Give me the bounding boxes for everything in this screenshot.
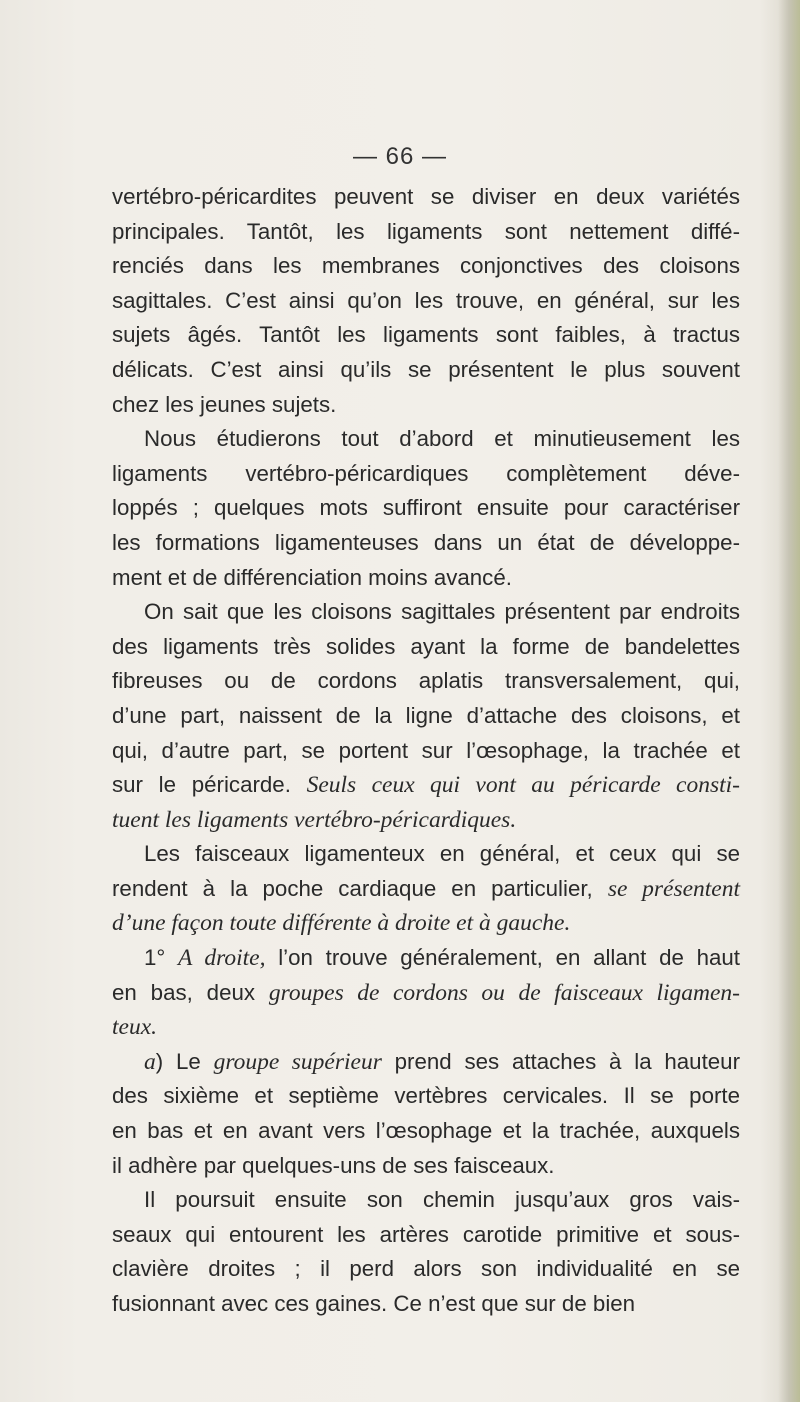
text-line xyxy=(112,906,740,941)
text-run: les formations ligamenteuses dans un état de développe- xyxy=(112,529,740,555)
text-run: ment et de différenciation moins avancé. xyxy=(112,564,512,590)
text-line xyxy=(112,215,740,250)
text-run: ) Le xyxy=(155,1048,214,1074)
text-run: délicats. C’est ainsi qu’ils se présentent le plus souvent xyxy=(112,356,740,382)
text-run: en bas, deux xyxy=(112,979,269,1005)
text-run: principales. Tantôt, les ligaments sont nettement diffé- xyxy=(112,218,740,244)
text-run: qui, d’autre part, se portent sur l’œsophage, la trachée et xyxy=(112,737,740,763)
text-line xyxy=(112,526,740,561)
text-line xyxy=(112,630,740,665)
italic-run: teux. xyxy=(112,1014,158,1041)
text-line xyxy=(112,318,740,353)
text-line xyxy=(112,1149,740,1184)
text-line xyxy=(112,1010,740,1045)
text-line xyxy=(112,284,740,319)
italic-run: groupes de cordons ou de faisceaux ligamen- xyxy=(268,979,740,1006)
text-run: il adhère par quelques-uns de ses faisceaux. xyxy=(112,1152,555,1178)
text-line xyxy=(112,976,740,1011)
paragraph xyxy=(112,595,740,837)
page-edge-shadow xyxy=(778,0,800,1402)
text-run: Il poursuit ensuite son chemin jusqu’aux gros vais- xyxy=(144,1187,740,1213)
paragraph xyxy=(112,422,740,595)
text-line xyxy=(112,1218,740,1253)
text-run: loppés ; quelques mots suffiront ensuite pour caractériser xyxy=(112,495,740,521)
text-line xyxy=(112,1045,740,1080)
text-run: chez les jeunes sujets. xyxy=(112,391,337,417)
text-run: 1° xyxy=(144,945,179,971)
italic-run: groupe supérieur xyxy=(213,1048,382,1075)
text-run: ligaments vertébro-péricardiques complètement déve- xyxy=(112,460,740,486)
italic-run: a xyxy=(144,1048,156,1075)
text-run: renciés dans les membranes conjonctives des cloisons xyxy=(112,253,740,279)
text-line xyxy=(112,1252,740,1287)
text-line xyxy=(112,422,740,457)
paragraph xyxy=(112,941,740,1045)
text-run: clavière droites ; il perd alors son individualité en se xyxy=(112,1256,740,1282)
text-run: des sixième et septième vertèbres cervicales. Il se porte xyxy=(112,1083,740,1109)
text-line xyxy=(112,734,740,769)
text-line xyxy=(112,491,740,526)
paragraph xyxy=(112,1045,740,1183)
text-line xyxy=(112,353,740,388)
text-run: l’on trouve généralement, en allant de haut xyxy=(265,945,740,971)
text-line xyxy=(112,768,740,803)
text-run: Les faisceaux ligamenteux en général, et ceux qui se xyxy=(144,841,740,867)
italic-run: se présentent xyxy=(607,875,741,902)
text-line xyxy=(112,1079,740,1114)
text-line xyxy=(112,872,740,907)
text-line xyxy=(112,1183,740,1218)
italic-run: Seuls ceux qui vont au péricarde consti- xyxy=(306,772,740,799)
text-run: sagittales. C’est ainsi qu’on les trouve, en général, sur les xyxy=(112,287,740,313)
italic-run: d’une façon toute différente à droite et à gauche. xyxy=(112,910,571,937)
italic-run: tuent les ligaments vertébro-péricardiques. xyxy=(112,806,517,833)
text-run: fibreuses ou de cordons aplatis transversalement, qui, xyxy=(112,668,740,694)
text-line xyxy=(112,561,740,596)
text-line xyxy=(112,941,740,976)
text-run: vertébro-péricardites peuvent se diviser en deux variétés xyxy=(112,184,740,209)
text-line xyxy=(112,1287,740,1322)
text-line xyxy=(112,595,740,630)
text-run: d’une part, naissent de la ligne d’attache des cloisons, et xyxy=(112,702,740,728)
text-run: sur le péricarde. xyxy=(112,772,307,798)
text-line xyxy=(112,249,740,284)
paragraph xyxy=(112,180,740,422)
text-run: Nous étudierons tout d’abord et minutieusement les xyxy=(144,426,740,452)
text-line xyxy=(112,388,740,423)
text-line xyxy=(112,664,740,699)
text-line xyxy=(112,1114,740,1149)
body-text xyxy=(112,180,740,1322)
text-run: On sait que les cloisons sagittales présentent par endroits xyxy=(144,599,740,625)
text-line xyxy=(112,699,740,734)
paragraph xyxy=(112,837,740,941)
text-line xyxy=(112,803,740,838)
text-run: sujets âgés. Tantôt les ligaments sont faibles, à tractus xyxy=(112,322,740,348)
text-run: seaux qui entourent les artères carotide primitive et sous- xyxy=(112,1221,740,1247)
italic-run: A droite, xyxy=(178,945,266,972)
text-run: en bas et en avant vers l’œsophage et la trachée, auxquels xyxy=(112,1118,740,1144)
text-line xyxy=(112,457,740,492)
text-run: prend ses attaches à la hauteur xyxy=(381,1048,741,1074)
text-run: rendent à la poche cardiaque en particulier, xyxy=(112,875,608,901)
paragraph xyxy=(112,1183,740,1321)
text-run: des ligaments très solides ayant la forme de bandelettes xyxy=(112,633,740,659)
text-line xyxy=(112,837,740,872)
page-number: — 66 — xyxy=(352,143,448,170)
text-line xyxy=(112,180,740,215)
text-run: fusionnant avec ces gaines. Ce n’est que sur de bien xyxy=(112,1291,636,1316)
